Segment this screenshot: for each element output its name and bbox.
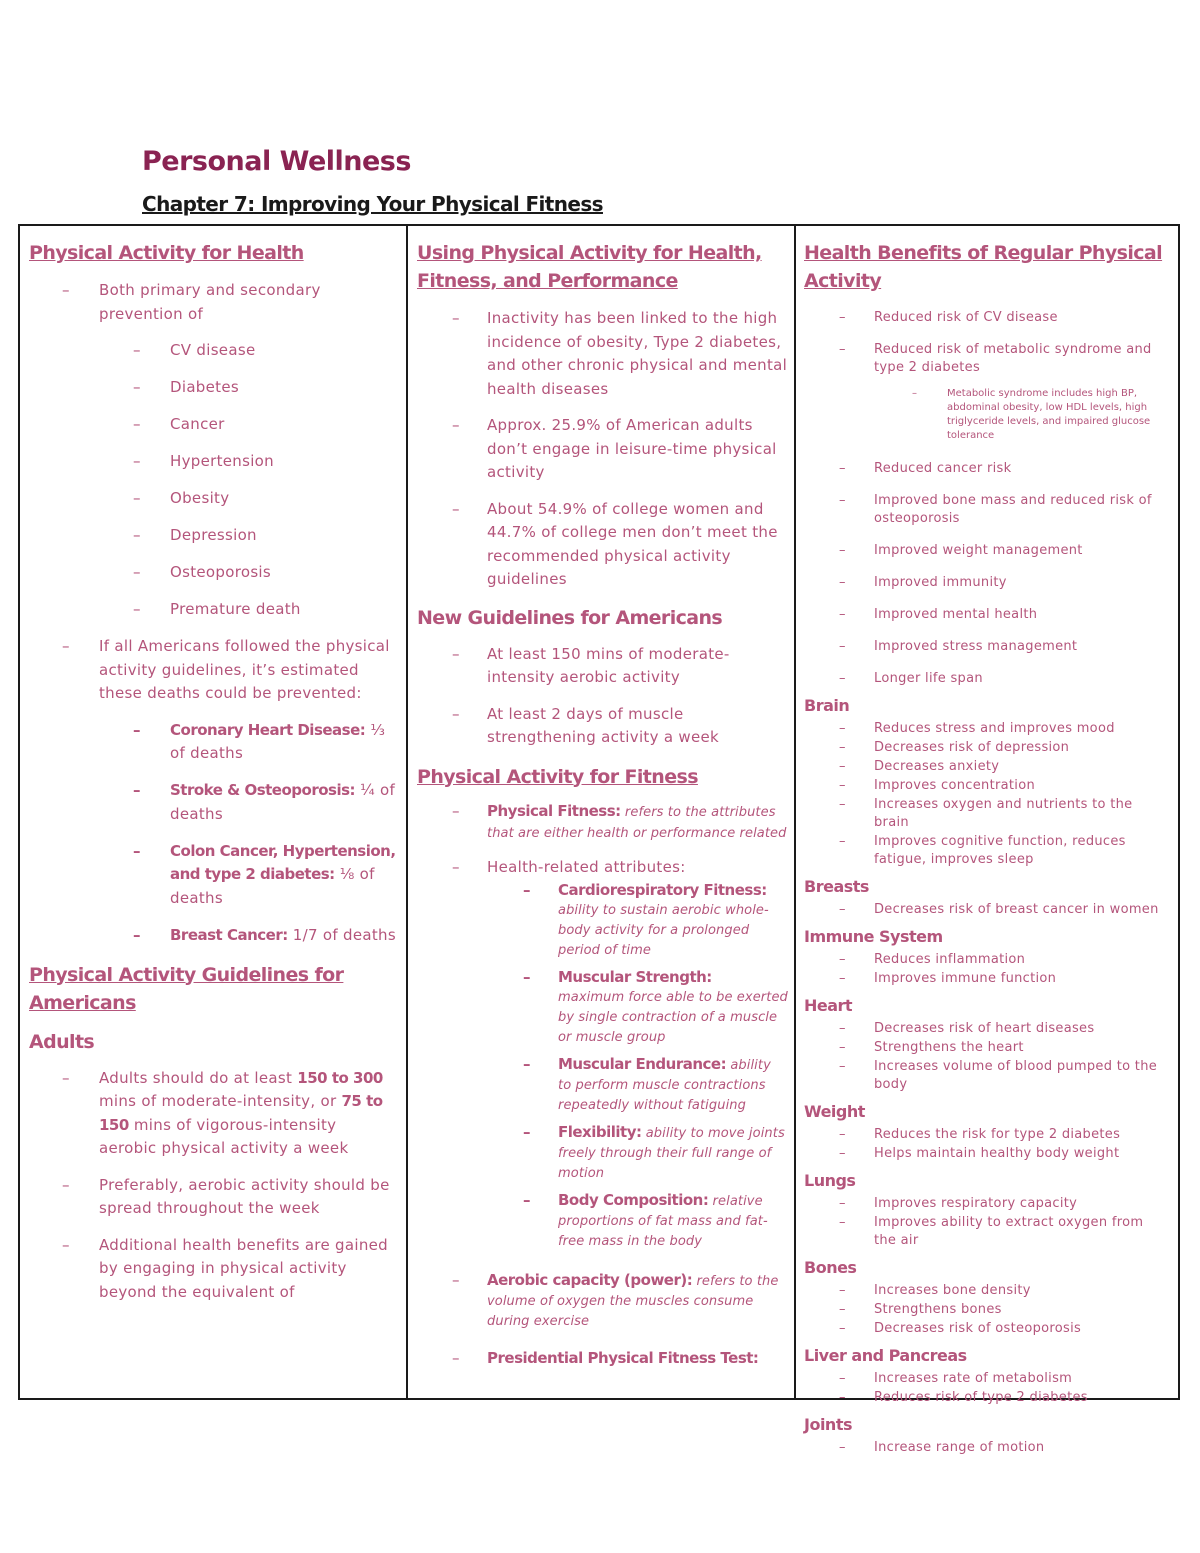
list-item (29, 924, 396, 948)
list-item: – Premature death (29, 598, 396, 622)
list-item: – Strengthens bones (804, 1301, 1166, 1319)
page-title: Personal Wellness (142, 146, 411, 177)
list-item (417, 881, 788, 960)
list-item: – Cancer (29, 413, 396, 437)
definition: ability to sustain aerobic whole-body activity for a prolonged period of time (558, 903, 769, 958)
list-item: – Reduces the risk for type 2 diabetes (804, 1126, 1166, 1144)
list-item: – Decreases risk of osteoporosis (804, 1320, 1166, 1338)
organ-list (804, 951, 1166, 988)
list-item: – Reduces inflammation (804, 951, 1166, 969)
list-item: – Decreases risk of depression (804, 739, 1166, 757)
death-label: Stroke & Osteoporosis: (170, 781, 356, 799)
organ-heading: Bones (804, 1258, 857, 1277)
list-item: – Preferably, aerobic activity should be spread throughout the week (29, 1174, 396, 1221)
organ-heading: Joints (804, 1415, 852, 1434)
list-item: – Improved weight management (804, 542, 1166, 560)
list-item (29, 840, 396, 911)
term: Muscular Strength: (558, 968, 712, 986)
list-item: – Increases volume of blood pumped to the body (804, 1058, 1166, 1094)
list-item: – Decreases risk of breast cancer in women (804, 901, 1166, 919)
text: mins of vigorous-intensity aerobic physical activity a week (99, 1115, 349, 1157)
list-item: – Improves cognitive function, reduces fatigue, improves sleep (804, 833, 1166, 869)
list-item: – If all Americans followed the physical activity guidelines, it’s estimated these deaths could be prevented: (29, 635, 396, 706)
list-item: – Health-related attributes: (417, 856, 788, 880)
term: Presidential Physical Fitness Test: (487, 1349, 759, 1367)
list-item: – Increases bone density (804, 1282, 1166, 1300)
list-item (29, 1067, 396, 1161)
death-label: Colon Cancer, Hypertension, and type 2 diabetes: (170, 841, 396, 883)
organ-list (804, 1020, 1166, 1094)
list-item: – Obesity (29, 487, 396, 511)
list-item (29, 719, 396, 766)
list-item: – At least 2 days of muscle strengthening activity a week (417, 703, 788, 750)
definition: maximum force able to be exerted by single contraction of a muscle or muscle group (558, 990, 788, 1045)
heading-activity-fitness: Physical Activity for Fitness (417, 765, 698, 788)
organ-heading: Liver and Pancreas (804, 1346, 967, 1365)
bold-text: 150 to 300 (297, 1068, 383, 1087)
heading-physical-activity-health: Physical Activity for Health (29, 242, 304, 264)
organ-list (804, 1439, 1166, 1457)
term: Physical Fitness: (487, 801, 621, 820)
death-value: ⅛ of deaths (170, 865, 375, 907)
list-item: – Longer life span (804, 670, 1166, 688)
chapter-title: Chapter 7: Improving Your Physical Fitness (142, 192, 603, 216)
list-item (417, 1347, 788, 1371)
list-item: – Reduced cancer risk (804, 460, 1166, 478)
list-item: – Strengthens the heart (804, 1039, 1166, 1057)
organ-list (804, 1126, 1166, 1163)
bold-text: 75 to 150 (99, 1092, 383, 1134)
list-item: – Depression (29, 524, 396, 548)
list-item: – Reduced risk of metabolic syndrome and type 2 diabetes (804, 341, 1166, 377)
list-item: – About 54.9% of college women and 44.7% of college men don’t meet the recommended physical activity guidelines (417, 498, 788, 592)
term: Aerobic capacity (power): (487, 1271, 693, 1289)
list-item: – Reduced risk of CV disease (804, 309, 1166, 327)
list-item: – Increase range of motion (804, 1439, 1166, 1457)
term: Cardiorespiratory Fitness: (558, 881, 767, 899)
organ-heading: Immune System (804, 927, 943, 946)
list-item: – Improved bone mass and reduced risk of osteoporosis (804, 492, 1166, 528)
organ-heading: Brain (804, 696, 850, 715)
list-item: – Improved stress management (804, 638, 1166, 656)
organ-heading: Heart (804, 996, 853, 1015)
list-item: – Reduces stress and improves mood (804, 720, 1166, 738)
list-item: – Hypertension (29, 450, 396, 474)
heading-guidelines: Physical Activity Guidelines for Americans (29, 963, 344, 1014)
list-item: – Decreases risk of heart diseases (804, 1020, 1166, 1038)
term: Flexibility: (558, 1123, 642, 1141)
text: mins of moderate-intensity, or (99, 1092, 342, 1110)
list-item: – Improved immunity (804, 574, 1166, 592)
list-item: – Improves respiratory capacity (804, 1195, 1166, 1213)
text: Adults should do at least (99, 1068, 298, 1087)
list-item: – Improved mental health (804, 606, 1166, 624)
list-item: – Approx. 25.9% of American adults don’t engage in leisure-time physical activity (417, 414, 788, 485)
list-item: – CV disease (29, 339, 396, 363)
definition: ability to perform muscle contractions repeatedly without fatiguing (558, 1058, 771, 1113)
list-item (417, 1055, 788, 1115)
column-using-physical-activity (408, 226, 796, 1398)
death-value: 1/7 of deaths (287, 925, 396, 944)
organ-list (804, 901, 1166, 919)
organ-heading: Breasts (804, 877, 869, 896)
list-item: – Improves immune function (804, 970, 1166, 988)
list-item (417, 968, 788, 1047)
list-item: – Both primary and secondary prevention of (29, 279, 396, 326)
list-item (29, 779, 396, 826)
notes-table (18, 224, 1180, 1455)
heading-new-guidelines: New Guidelines for Americans (417, 606, 723, 629)
list-item: – Increases rate of metabolism (804, 1370, 1166, 1388)
column-physical-activity-health (20, 226, 408, 1398)
list-item: – Diabetes (29, 376, 396, 400)
heading-adults: Adults (29, 1030, 95, 1053)
death-label: Breast Cancer: (170, 925, 288, 944)
organ-heading: Weight (804, 1102, 865, 1121)
list-item: – Increases oxygen and nutrients to the brain (804, 796, 1166, 832)
definition: refers to the volume of oxygen the muscles consume during exercise (487, 1274, 779, 1329)
list-item: – At least 150 mins of moderate-intensity aerobic activity (417, 643, 788, 690)
death-value: ⅓ of deaths (170, 720, 386, 762)
organ-list (804, 1195, 1166, 1250)
list-item: – Osteoporosis (29, 561, 396, 585)
list-item: – Helps maintain healthy body weight (804, 1145, 1166, 1163)
column-health-benefits (796, 226, 1178, 1455)
list-item (417, 1123, 788, 1183)
organ-list (804, 1282, 1166, 1338)
term: Muscular Endurance: (558, 1055, 727, 1073)
list-item: – Improves concentration (804, 777, 1166, 795)
list-item: – Inactivity has been linked to the high incidence of obesity, Type 2 diabetes, and other chronic physical and mental health diseases (417, 307, 788, 401)
organ-heading: Lungs (804, 1171, 856, 1190)
death-value: ¼ of deaths (170, 781, 396, 823)
list-item: – Additional health benefits are gained by engaging in physical activity beyond the equivalent of (29, 1234, 396, 1305)
term: Body Composition: (558, 1191, 709, 1209)
list-item (417, 801, 788, 843)
heading-health-benefits: Health Benefits of Regular Physical Activity (804, 242, 1163, 292)
list-item (417, 1191, 788, 1251)
heading-using-physical-activity: Using Physical Activity for Health, Fitness, and Performance (417, 242, 762, 292)
definition: ability to move joints freely through their full range of motion (558, 1126, 785, 1181)
list-item: – Reduces risk of type 2 diabetes (804, 1389, 1166, 1407)
definition: relative proportions of fat mass and fat-free mass in the body (558, 1194, 768, 1249)
definition: refers to the attributes that are either health or performance related (487, 804, 787, 841)
organ-list (804, 720, 1166, 869)
list-item: – Metabolic syndrome includes high BP, abdominal obesity, low HDL levels, high triglyceride levels, and impaired glucose tolerance (804, 387, 1166, 443)
organ-list (804, 1370, 1166, 1407)
list-item (417, 1271, 788, 1331)
list-item: – Decreases anxiety (804, 758, 1166, 776)
list-item: – Improves ability to extract oxygen from the air (804, 1214, 1166, 1250)
death-label: Coronary Heart Disease: (170, 720, 366, 739)
